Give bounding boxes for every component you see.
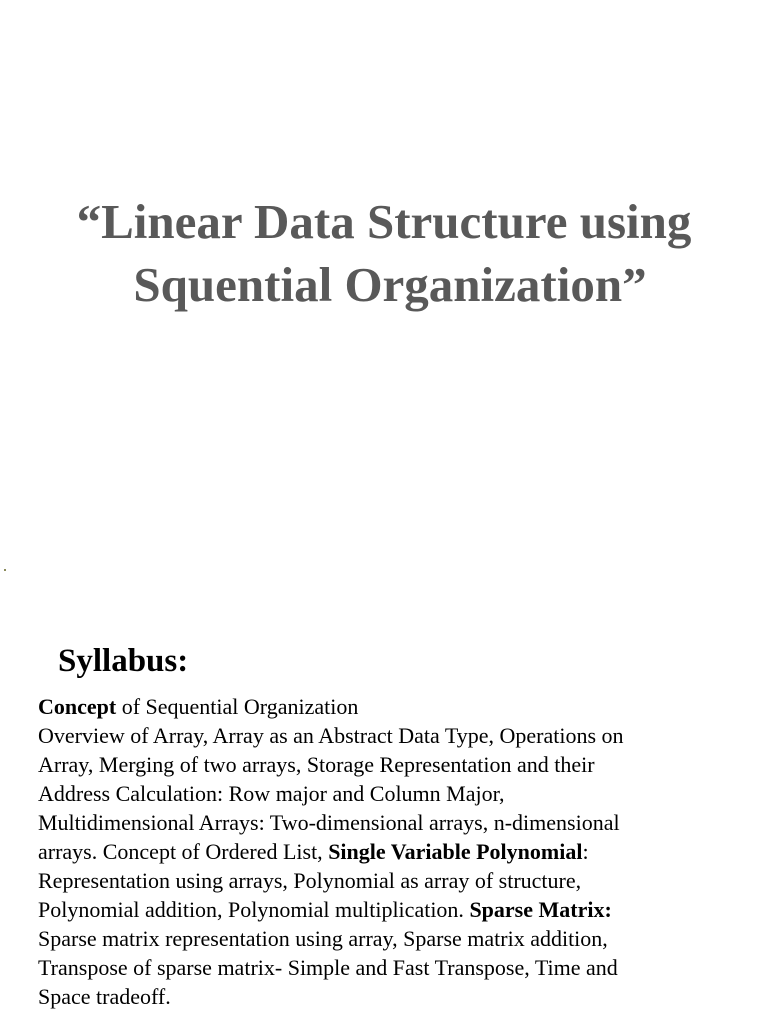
syllabus-bold-term: Concept [38, 694, 117, 719]
syllabus-text: Space tradeoff. [38, 984, 171, 1009]
syllabus-text: Array, Merging of two arrays, Storage Representation and their [38, 752, 595, 777]
syllabus-text: Sparse matrix representation using array, Sparse matrix addition, [38, 926, 608, 951]
syllabus-line [38, 750, 758, 779]
syllabus-text: Transpose of sparse matrix- Simple and Fast Transpose, Time and [38, 955, 618, 980]
title-line-2: Squential Organization” [133, 257, 647, 312]
syllabus-text: Polynomial addition, Polynomial multiplication. [38, 897, 470, 922]
syllabus-text: : [582, 839, 589, 864]
syllabus-text: arrays. Concept of Ordered List, [38, 839, 329, 864]
syllabus-bold-term: Sparse Matrix: [469, 897, 612, 922]
syllabus-body [38, 692, 758, 1011]
syllabus-line [38, 692, 758, 721]
stray-dot [4, 569, 6, 571]
syllabus-bold-term: Single Variable Polynomial [328, 839, 583, 864]
syllabus-text: of Sequential Organization [116, 694, 359, 719]
syllabus-line [38, 866, 758, 895]
syllabus-line [38, 924, 758, 953]
syllabus-line [38, 779, 758, 808]
syllabus-heading: Syllabus: [58, 643, 189, 679]
syllabus-line [38, 837, 758, 866]
syllabus-line [38, 895, 758, 924]
syllabus-line [38, 808, 758, 837]
document-title [0, 190, 768, 316]
syllabus-text: Address Calculation: Row major and Column Major, [38, 781, 505, 806]
syllabus-text: Overview of Array, Array as an Abstract Data Type, Operations on [38, 723, 624, 748]
title-line-1: “Linear Data Structure using [76, 194, 692, 249]
syllabus-text: Representation using arrays, Polynomial as array of structure, [38, 868, 582, 893]
syllabus-line [38, 721, 758, 750]
syllabus-line [38, 982, 758, 1011]
syllabus-text: Multidimensional Arrays: Two-dimensional arrays, n-dimensional [38, 810, 620, 835]
syllabus-line [38, 953, 758, 982]
